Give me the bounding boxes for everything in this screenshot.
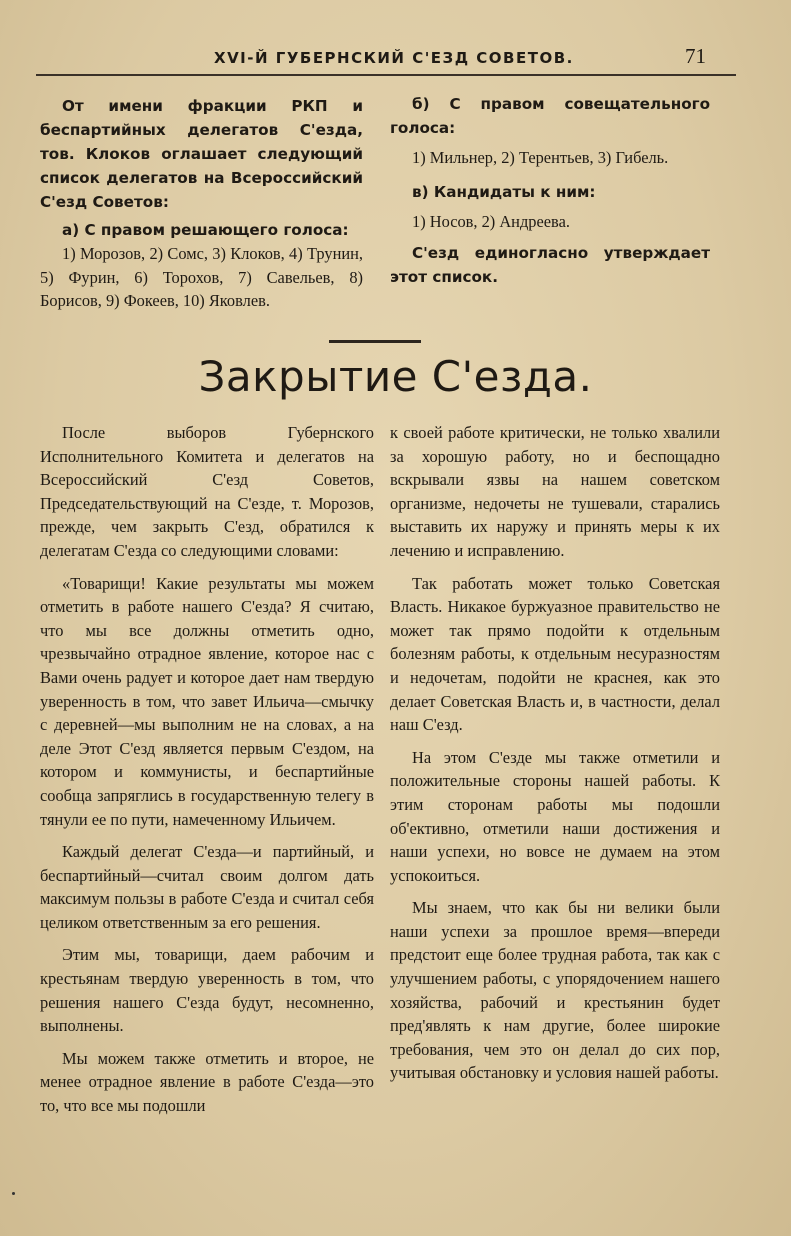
paragraph: Мы можем также отметить и второе, не менее отрадное явление в работе С'езда—это то, что все мы подошли xyxy=(40,1048,374,1116)
paragraph: «Товарищи! Какие результаты мы можем отметить в работе нашего С'езда? Я считаю, что мы все должны отметить одно, чрезвычайно отрадное явление, которое нас с Вами очень радует и которое дает нам твердую уверенность в том, что завет Ильича—смычку с деревней—мы выполним не на словах, а на деле Этот С'езд является первым С'ездом, на котором и коммунисты, и беспартийные сообща запряглись в государственную телегу в тянули ее по пути, намеченному Ильичем. xyxy=(40,573,374,829)
delegates-list-left xyxy=(40,94,363,313)
speech-column-left xyxy=(40,421,374,1118)
paragraph: к своей работе критически, не только хвалили за хорошую работу, но и беспощадно вскрывали язвы на нашем советском организме, недочеты не тушевали, старались выставить их наружу и принять меры к их лечению и исправлению. xyxy=(390,423,720,560)
list-intro: От имени фракции РКП и беспартийных делегатов С'езда, тов. Клоков оглашает следующий список делегатов на Всероссийский С'езд Советов: xyxy=(40,97,363,211)
header-title: XVI-Й ГУБЕРНСКИЙ С'ЕЗД СОВЕТОВ. xyxy=(214,49,574,67)
running-header xyxy=(36,44,736,76)
paragraph: Этим мы, товарищи, даем рабочим и крестьянам твердую уверенность в том, что решения нашего С'езда будут, несомненно, выполнены. xyxy=(40,945,374,1036)
paragraph: Так работать может только Советская Власть. Никакое буржуазное правительство не может так прямо подойти к отдельным болезням работы, к отдельным несуразностям и недочетам, подойти не краснея, как это делает Советская Власть и, в частности, делал наш С'езд. xyxy=(390,573,720,735)
paragraph: На этом С'езде мы также отметили и положительные стороны нашей работы. К этим сторонам работы мы подошли об'ективно, отметили наши достижения и наши успехи, но вовсе не думаем на этом успокоиться. xyxy=(390,747,720,885)
list-advisory: 1) Мильнер, 2) Терентьев, 3) Гибель. xyxy=(412,148,669,167)
subhead-voting: а) С правом решающего голоса: xyxy=(62,221,349,239)
delegates-list-right xyxy=(390,92,710,289)
page-number: 71 xyxy=(685,44,706,68)
paragraph: Мы знаем, что как бы ни велики были наши успехи за прошлое время—впереди предстоит еще более трудная работа, так как с улучшением работы, с упорядочением нашего хозяйства, рабочий и крестьянин будет пред'являть к нам другие, более широкие требования, чем это он делал до сих пор, учитывая обстановку и условия нашей работы. xyxy=(390,898,720,1083)
list-voting: 1) Морозов, 2) Сомс, 3) Клоков, 4) Трунин, 5) Фурин, 6) Торохов, 7) Савельев, 8) Борисов, 9) Фокеев, 10) Яковлев. xyxy=(40,244,363,311)
list-candidates: 1) Носов, 2) Андреева. xyxy=(412,211,570,231)
ink-speck xyxy=(12,1192,15,1195)
paragraph: Каждый делегат С'езда—и партийный, и беспартийный—считал своим долгом дать максимум пользы в работе С'езда и считал себя целиком ответственным за его решения. xyxy=(40,842,374,932)
approval-statement: С'езд единогласно утверждает этот список. xyxy=(390,244,710,287)
section-divider xyxy=(329,340,421,343)
paragraph: После выборов Губернского Исполнительного Комитета и делегатов на Всероссийский С'езд Советов, Председательствующий на С'езде, т. Морозов, прежде, чем закрыть С'езд, обратился к делегатам С'езда со следующими словами: xyxy=(40,423,374,560)
section-title: Закрытие С'езда. xyxy=(198,352,593,401)
speech-column-right xyxy=(390,421,720,1085)
subhead-candidates: в) Кандидаты к ним: xyxy=(412,182,596,201)
subhead-advisory: б) С правом совещательного голоса: xyxy=(390,95,710,137)
